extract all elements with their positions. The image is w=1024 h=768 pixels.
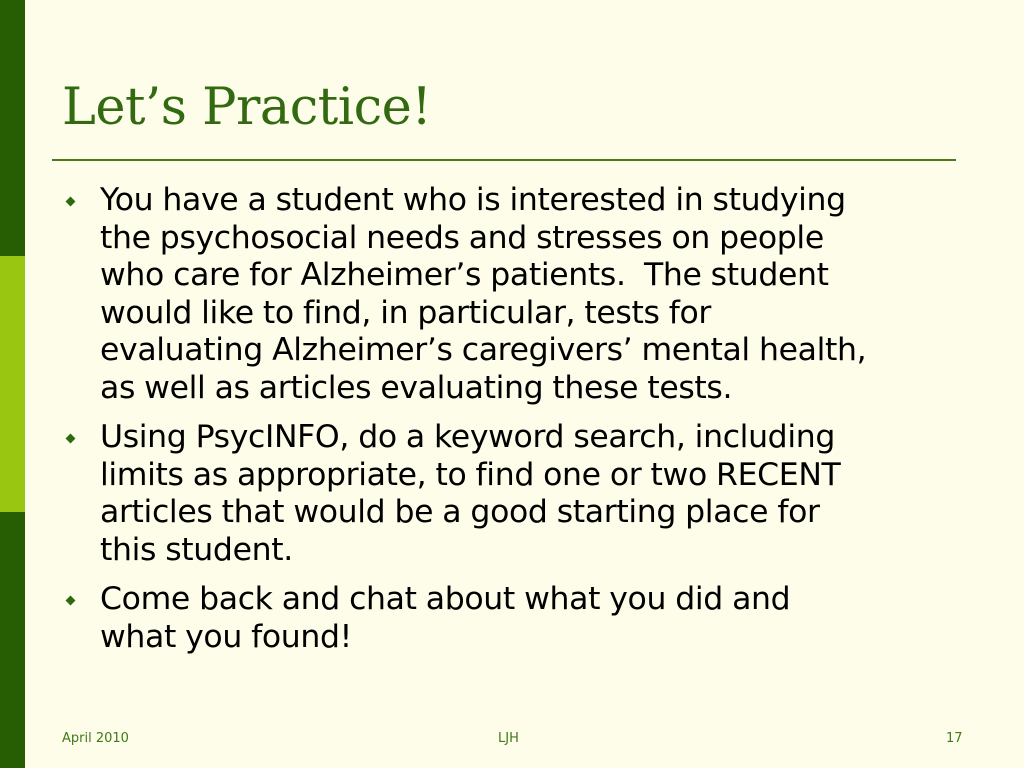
diamond-bullet-icon (66, 434, 76, 444)
bullet-line: as well as articles evaluating these tests. (100, 369, 733, 406)
diamond-bullet-icon (66, 596, 76, 606)
bullet-item (62, 581, 972, 656)
bullet-line: evaluating Alzheimer’s caregivers’ mental health, (100, 332, 867, 368)
bullet-line: this student. (100, 531, 293, 568)
bullet-line: would like to find, in particular, tests for (100, 294, 711, 331)
footer-date: April 2010 (62, 731, 129, 746)
bullet-line: articles that would be a good starting place for (100, 494, 820, 530)
bullet-line: who care for Alzheimer’s patients. The student (100, 257, 829, 293)
side-bar-bottom (0, 512, 25, 768)
side-bar-top (0, 0, 25, 256)
footer-author: LJH (498, 731, 519, 746)
bullet-item (62, 182, 972, 407)
slide-title: Let’s Practice! (62, 78, 432, 137)
bullet-line: limits as appropriate, to find one or two RECENT (100, 456, 841, 493)
diamond-bullet-icon (66, 197, 76, 207)
bullet-line: the psychosocial needs and stresses on people (100, 219, 824, 256)
bullet-list (62, 182, 972, 668)
bullet-item (62, 419, 972, 569)
slide-number: 17 (946, 731, 963, 746)
title-divider (52, 159, 956, 161)
bullet-line: what you found! (100, 618, 352, 655)
bullet-line: Come back and chat about what you did and (100, 581, 791, 617)
side-bar-middle (0, 256, 25, 512)
bullet-line: Using PsycINFO, do a keyword search, including (100, 419, 835, 455)
bullet-line: You have a student who is interested in studying (100, 182, 846, 218)
